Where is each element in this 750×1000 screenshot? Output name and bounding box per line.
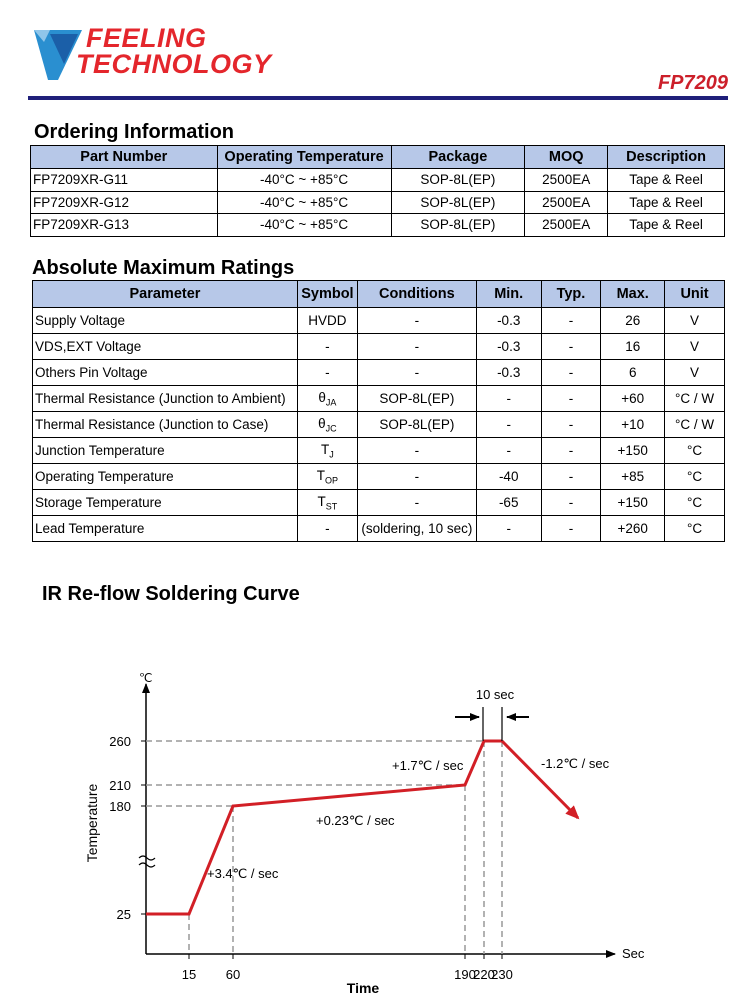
axis-break-mark (139, 863, 155, 867)
column-header: Parameter (33, 281, 298, 308)
symbol-main: - (325, 365, 330, 380)
cell-operating-temp: -40°C ~ +85°C (217, 191, 391, 214)
cell-max: +85 (601, 464, 665, 490)
cell-typ: - (541, 334, 601, 360)
column-header: Part Number (31, 146, 218, 169)
symbol-main: - (325, 521, 330, 536)
cell-parameter: Thermal Resistance (Junction to Ambient) (33, 386, 298, 412)
cell-operating-temp: -40°C ~ +85°C (217, 214, 391, 237)
cell-min: -40 (476, 464, 541, 490)
cell-symbol (297, 438, 357, 464)
column-header: Symbol (297, 281, 357, 308)
cell-min: -0.3 (476, 334, 541, 360)
cell-conditions: SOP-8L(EP) (357, 412, 476, 438)
cell-max: +150 (601, 438, 665, 464)
x-tick-label: 220 (473, 967, 495, 982)
x-tick-label: 190 (454, 967, 476, 982)
cell-symbol (297, 360, 357, 386)
cell-parameter: Supply Voltage (33, 308, 298, 334)
cell-package: SOP-8L(EP) (391, 191, 525, 214)
cell-unit: V (665, 308, 725, 334)
annotation-label: -1.2℃ / sec (541, 756, 610, 771)
cell-typ: - (541, 308, 601, 334)
cell-min: - (476, 438, 541, 464)
reflow-chart (0, 660, 750, 1000)
axis-break-mark (139, 856, 155, 860)
y-tick-label: 25 (116, 907, 131, 922)
cell-conditions: (soldering, 10 sec) (357, 516, 476, 542)
column-header: Unit (665, 281, 725, 308)
cell-description: Tape & Reel (608, 191, 725, 214)
table-row (33, 490, 725, 516)
cell-operating-temp: -40°C ~ +85°C (217, 169, 391, 192)
part-number-heading: FP7209 (657, 72, 728, 94)
symbol-subscript: OP (325, 475, 339, 486)
column-header: Conditions (357, 281, 476, 308)
x-tick-label: 230 (491, 967, 513, 982)
table-row (33, 464, 725, 490)
cell-min: - (476, 386, 541, 412)
cell-unit: °C (665, 516, 725, 542)
cell-min: - (476, 516, 541, 542)
cell-parameter: Junction Temperature (33, 438, 298, 464)
cell-unit: °C (665, 490, 725, 516)
table-row (33, 308, 725, 334)
cell-package: SOP-8L(EP) (391, 214, 525, 237)
cell-typ: - (541, 490, 601, 516)
y-tick-label: 210 (109, 778, 131, 793)
column-header: Operating Temperature (217, 146, 391, 169)
cell-conditions: - (357, 308, 476, 334)
cell-min: -0.3 (476, 360, 541, 386)
cell-conditions: - (357, 360, 476, 386)
table-row (33, 438, 725, 464)
cell-description: Tape & Reel (608, 214, 725, 237)
cell-max: 26 (601, 308, 665, 334)
reflow-title: IR Re-flow Soldering Curve (42, 583, 300, 605)
cell-package: SOP-8L(EP) (391, 169, 525, 192)
cell-min: - (476, 412, 541, 438)
y-tick-label: 180 (109, 799, 131, 814)
cell-conditions: - (357, 464, 476, 490)
cell-max: +260 (601, 516, 665, 542)
symbol-main: T (317, 493, 326, 509)
column-header: Description (608, 146, 725, 169)
table-row (33, 412, 725, 438)
cell-unit: V (665, 334, 725, 360)
cell-conditions: - (357, 490, 476, 516)
ordering-table (30, 145, 725, 237)
symbol-subscript: JC (325, 423, 337, 434)
cell-typ: - (541, 438, 601, 464)
table-header-row (33, 281, 725, 308)
cell-min: -65 (476, 490, 541, 516)
table-row (33, 334, 725, 360)
cell-unit: V (665, 360, 725, 386)
table-row (33, 516, 725, 542)
cell-symbol (297, 490, 357, 516)
cell-symbol (297, 516, 357, 542)
company-name-line2: TECHNOLOGY (76, 49, 272, 79)
cell-unit: °C / W (665, 386, 725, 412)
column-header: Min. (476, 281, 541, 308)
cell-parameter: Storage Temperature (33, 490, 298, 516)
cell-max: +10 (601, 412, 665, 438)
annotation-label: +3.4℃ / sec (207, 866, 279, 881)
cell-parameter: Others Pin Voltage (33, 360, 298, 386)
cell-part-number: FP7209XR-G11 (31, 169, 218, 192)
cell-max: +60 (601, 386, 665, 412)
cell-symbol (297, 412, 357, 438)
cell-symbol (297, 308, 357, 334)
header-divider (28, 96, 728, 100)
table-row (33, 386, 725, 412)
x-unit-label: Sec (622, 946, 645, 961)
cell-part-number: FP7209XR-G13 (31, 214, 218, 237)
annotation-label: 10 sec (475, 687, 515, 702)
annotation-label: +0.23℃ / sec (316, 813, 395, 828)
table-header-row (31, 146, 725, 169)
cooling-arrow (502, 741, 578, 818)
company-logo (28, 23, 272, 86)
cell-typ: - (541, 360, 601, 386)
cell-typ: - (541, 464, 601, 490)
column-header: Typ. (541, 281, 601, 308)
x-tick-label: 15 (181, 967, 197, 982)
cell-conditions: - (357, 334, 476, 360)
cell-max: +150 (601, 490, 665, 516)
y-axis-title: Temperature (84, 783, 100, 863)
ratings-table (32, 280, 725, 542)
cell-parameter: Lead Temperature (33, 516, 298, 542)
cell-parameter: Operating Temperature (33, 464, 298, 490)
column-header: Package (391, 146, 525, 169)
table-row (31, 214, 725, 237)
cell-max: 6 (601, 360, 665, 386)
symbol-main: T (316, 467, 325, 483)
table-row (31, 191, 725, 214)
symbol-main: T (321, 441, 330, 457)
column-header: MOQ (525, 146, 608, 169)
ratings-title: Absolute Maximum Ratings (32, 257, 295, 279)
symbol-subscript: ST (325, 501, 338, 512)
column-header: Max. (601, 281, 665, 308)
table-row (31, 169, 725, 192)
cell-moq: 2500EA (525, 214, 608, 237)
cell-moq: 2500EA (525, 191, 608, 214)
symbol-main: θ (318, 415, 326, 431)
cell-parameter: VDS,EXT Voltage (33, 334, 298, 360)
table-row (33, 360, 725, 386)
cell-unit: °C / W (665, 412, 725, 438)
cell-typ: - (541, 516, 601, 542)
cell-symbol (297, 386, 357, 412)
cell-typ: - (541, 386, 601, 412)
symbol-main: θ (318, 389, 326, 405)
y-unit-label: ℃ (139, 671, 153, 685)
company-name-line1: FEELING (86, 23, 207, 53)
cell-min: -0.3 (476, 308, 541, 334)
cell-parameter: Thermal Resistance (Junction to Case) (33, 412, 298, 438)
annotation-label: +1.7℃ / sec (392, 758, 464, 773)
cell-typ: - (541, 412, 601, 438)
cell-symbol (297, 464, 357, 490)
cell-description: Tape & Reel (608, 169, 725, 192)
symbol-subscript: JA (325, 397, 337, 408)
cell-conditions: - (357, 438, 476, 464)
cell-unit: °C (665, 438, 725, 464)
symbol-subscript: J (329, 449, 334, 460)
y-tick-label: 260 (109, 734, 131, 749)
cell-max: 16 (601, 334, 665, 360)
x-tick-label: 60 (225, 967, 241, 982)
cell-moq: 2500EA (525, 169, 608, 192)
x-axis-title: Time (346, 980, 380, 996)
cell-conditions: SOP-8L(EP) (357, 386, 476, 412)
cell-unit: °C (665, 464, 725, 490)
ordering-title: Ordering Information (34, 121, 234, 143)
symbol-main: HVDD (308, 313, 347, 328)
symbol-main: - (325, 339, 330, 354)
cell-part-number: FP7209XR-G12 (31, 191, 218, 214)
cell-symbol (297, 334, 357, 360)
